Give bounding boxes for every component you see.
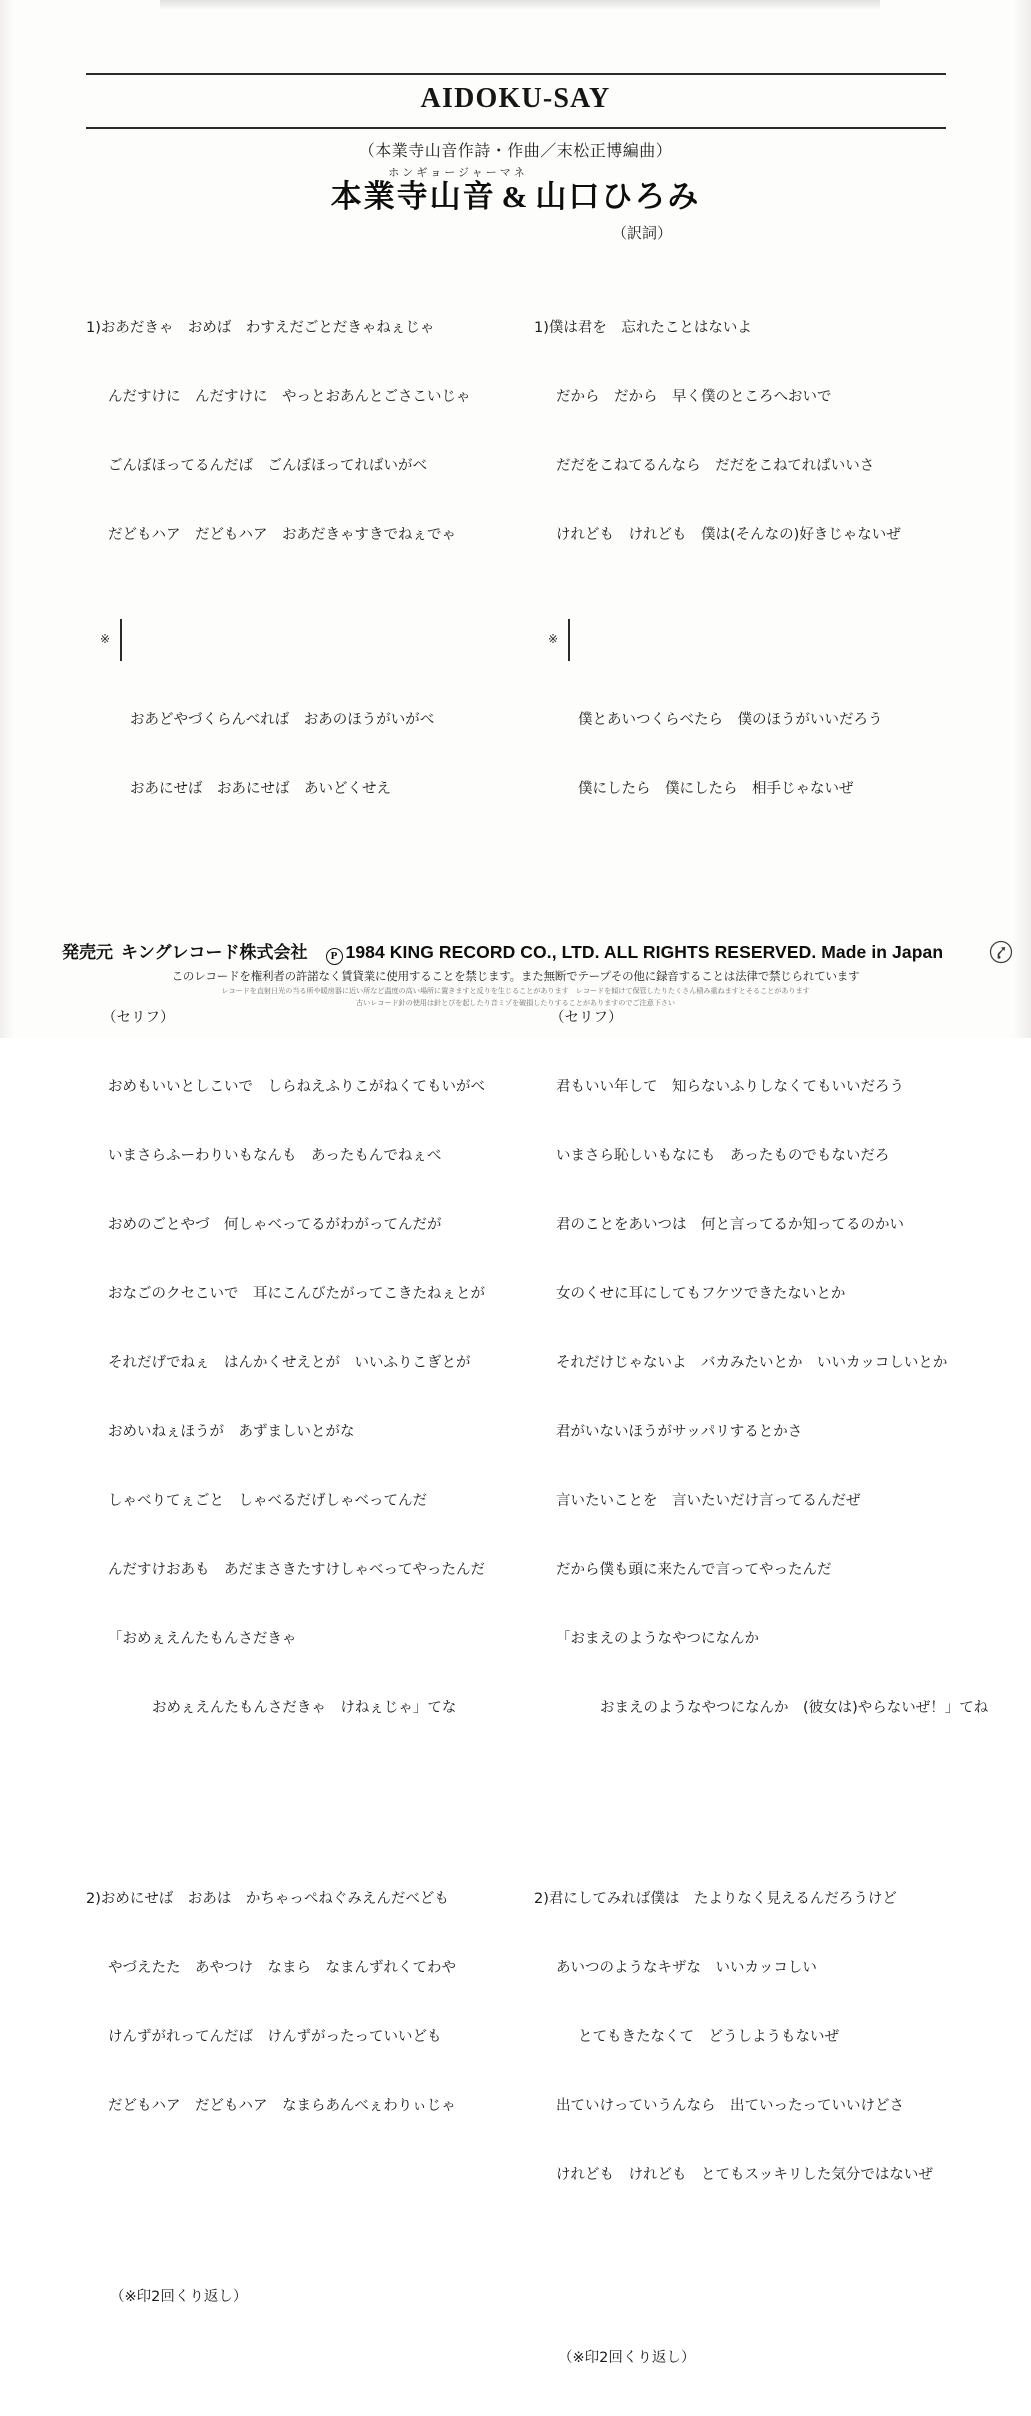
right-verse2-line2: あいつのようなキザな いいカッコしい xyxy=(556,1960,817,1976)
chorus-mark-icon: ※ xyxy=(548,632,559,646)
right-serif-line8: だから僕も頭に来たんで言ってやったんだ xyxy=(556,1562,832,1578)
right-serif-line1: 君もいい年して 知らないふりしなくてもいいだろう xyxy=(556,1079,904,1095)
scan-smudge xyxy=(160,0,880,10)
left-verse2-line2: やづえたた あやつけ なまら なまんずれくてわや xyxy=(108,1960,456,1976)
artist-primary-name: 本業寺山音 xyxy=(330,179,496,214)
ampersand: & xyxy=(501,179,530,214)
left-verse1-line3: ごんぼほってるんだば ごんぼほってればいがべ xyxy=(108,458,427,474)
left-chorus-block xyxy=(86,617,516,847)
footer-copyright-line xyxy=(62,938,972,965)
publisher-name: キングレコード株式会社 xyxy=(121,943,308,963)
rental-notice: このレコードを権利者の許諾なく賃貸業に使用することを禁じます。また無断でテープその他に録音することは法律で禁じられています xyxy=(171,969,860,983)
right-serif-label: （セリフ） xyxy=(550,1010,623,1026)
right-verse1-line4: けれども けれども 僕は(そんなの)好きじゃないぜ xyxy=(556,527,901,543)
care-notice-line1: レコードを直射日光の当る所や暖房器に近い所など温度の高い場所に置きますと反りを生じることがあります レコードを傾けて保管したりたくさん積み重ねますとそることがあります xyxy=(221,986,810,995)
publisher-label: 発売元 xyxy=(62,943,113,963)
left-verse1-line4: だどもハア だどもハア おあだきゃすきでねぇでゃ xyxy=(108,527,456,543)
right-verse1-line2: だから だから 早く僕のところへおいで xyxy=(556,389,832,405)
left-verse2-line4: だどもハア だどもハア なまらあんべぇわりぃじゃ xyxy=(108,2098,456,2114)
artist-secondary-name: 山口ひろみ xyxy=(535,179,701,214)
header-rule-bottom xyxy=(86,127,946,129)
right-chorus-line2: 僕にしたら 僕にしたら 相手じゃないぜ xyxy=(578,781,854,797)
artist-furigana: ホンギョージャーマネ xyxy=(388,167,528,179)
right-serif-line7: 言いたいことを 言いたいだけ言ってるんだぜ xyxy=(556,1493,861,1509)
left-verse1-line1: 1)おあだきゃ おめば わすえだごとだきゃねぇじゃ xyxy=(86,320,435,336)
chorus-bracket xyxy=(568,619,570,661)
right-serif-line4: 女のくせに耳にしてもフケツできたないとか xyxy=(556,1286,846,1302)
left-serif-line1: おめもいいとしこいで しらねえふりこがねくてもいがべ xyxy=(108,1079,485,1095)
right-chorus-line1: 僕とあいつくらべたら 僕のほうがいいだろう xyxy=(578,712,883,728)
left-chorus-line2: おあにせば おあにせば あいどくせえ xyxy=(130,781,391,797)
page-title: AIDOKU-SAY xyxy=(420,83,611,114)
left-repeat-note: （※印2回くり返し） xyxy=(110,2289,248,2305)
artist-block xyxy=(0,168,1031,212)
right-serif-line9: 「おまえのようなやつになんか xyxy=(556,1631,759,1647)
left-serif-line4: おなごのクセこいで 耳にこんびたがってこきたねぇとが xyxy=(108,1286,485,1302)
left-verse1-line2: んだすけに んだすけに やっとおあんとごさこいじゃ xyxy=(108,389,471,405)
left-serif-line3: おめのごとやづ 何しゃべってるがわがってんだが xyxy=(108,1217,442,1233)
right-verse1-line1: 1)僕は君を 忘れたことはないよ xyxy=(534,320,752,336)
songwriting-credit: （本業寺山音作詩・作曲／末松正博編曲） xyxy=(358,143,673,160)
left-serif-line9: 「おめぇえんたもんさだきゃ xyxy=(108,1631,297,1647)
left-serif-line7: しゃべりてぇごと しゃべるだげしゃべってんだ xyxy=(108,1493,427,1509)
right-serif-line6: 君がいないほうがサッパリするとかさ xyxy=(556,1424,803,1440)
left-serif-line8: んだすけおあも あだまさきたすけしゃべってやったんだ xyxy=(108,1562,485,1578)
right-verse2-line1: 2)君にしてみれば僕は たよりなく見えるんだろうけど xyxy=(534,1891,897,1907)
phonogram-copyright-icon: P xyxy=(326,948,343,965)
record-disc-icon xyxy=(989,940,1013,964)
translation-label: （訳詞） xyxy=(612,226,673,242)
artist-names xyxy=(0,181,1031,212)
right-verse2-line5: けれども けれども とてもスッキリした気分ではないぜ xyxy=(556,2167,933,2183)
copyright-text: P 1984 KING RECORD CO., LTD. ALL RIGHTS RESERVED. Made in Japan xyxy=(326,942,944,965)
left-serif-line2: いまさらふーわりいもなんも あったもんでねぇべ xyxy=(108,1148,442,1164)
left-serif-label: （セリフ） xyxy=(102,1010,175,1026)
right-verse2-line4: 出ていけっていうんなら 出ていったっていいけどさ xyxy=(556,2098,904,2114)
right-verse2-line3: とてもきたなくて どうしようもないぜ xyxy=(578,2029,839,2045)
left-serif-last-line: おめぇえんたもんさだきゃ けねぇじゃ」てな xyxy=(152,1700,457,1716)
chorus-mark-icon: ※ xyxy=(100,632,111,646)
right-chorus-block xyxy=(534,617,984,847)
header-rule-top xyxy=(86,73,946,75)
left-chorus-line1: おあどやづくらんべれば おあのほうがいがべ xyxy=(130,712,435,728)
right-serif-line2: いまさら恥しいもなにも あったものでもないだろ xyxy=(556,1148,890,1164)
left-serif-line5: それだげでねぇ はんかくせえとが いいふりこぎとが xyxy=(108,1355,471,1371)
right-serif-line3: 君のことをあいつは 何と言ってるか知ってるのかい xyxy=(556,1217,904,1233)
left-verse2-line3: けんずがれってんだば けんずがったっていいども xyxy=(108,2029,442,2045)
lyrics-column-left xyxy=(86,248,516,2355)
care-notice-line2: 古いレコード針の使用は針とびを起したり音ミゾを破損したりすることがありますのでご注意下さい xyxy=(356,998,675,1007)
right-verse1-line3: だだをこねてるんなら だだをこねてればいいさ xyxy=(556,458,875,474)
left-serif-line6: おめいねぇほうが あずましいとがな xyxy=(108,1424,355,1440)
right-repeat-note: （※印2回くり返し） xyxy=(558,2350,696,2366)
lyrics-column-right xyxy=(534,248,989,2416)
right-serif-last-line: おまえのようなやつになんか (彼女は)やらないぜ！」てね xyxy=(600,1700,989,1716)
left-verse2-line1: 2)おめにせば おあは かちゃっぺねぐみえんだべども xyxy=(86,1891,449,1907)
chorus-bracket xyxy=(120,619,122,661)
right-serif-line5: それだけじゃないよ バカみたいとか いいカッコしいとか xyxy=(556,1355,948,1371)
